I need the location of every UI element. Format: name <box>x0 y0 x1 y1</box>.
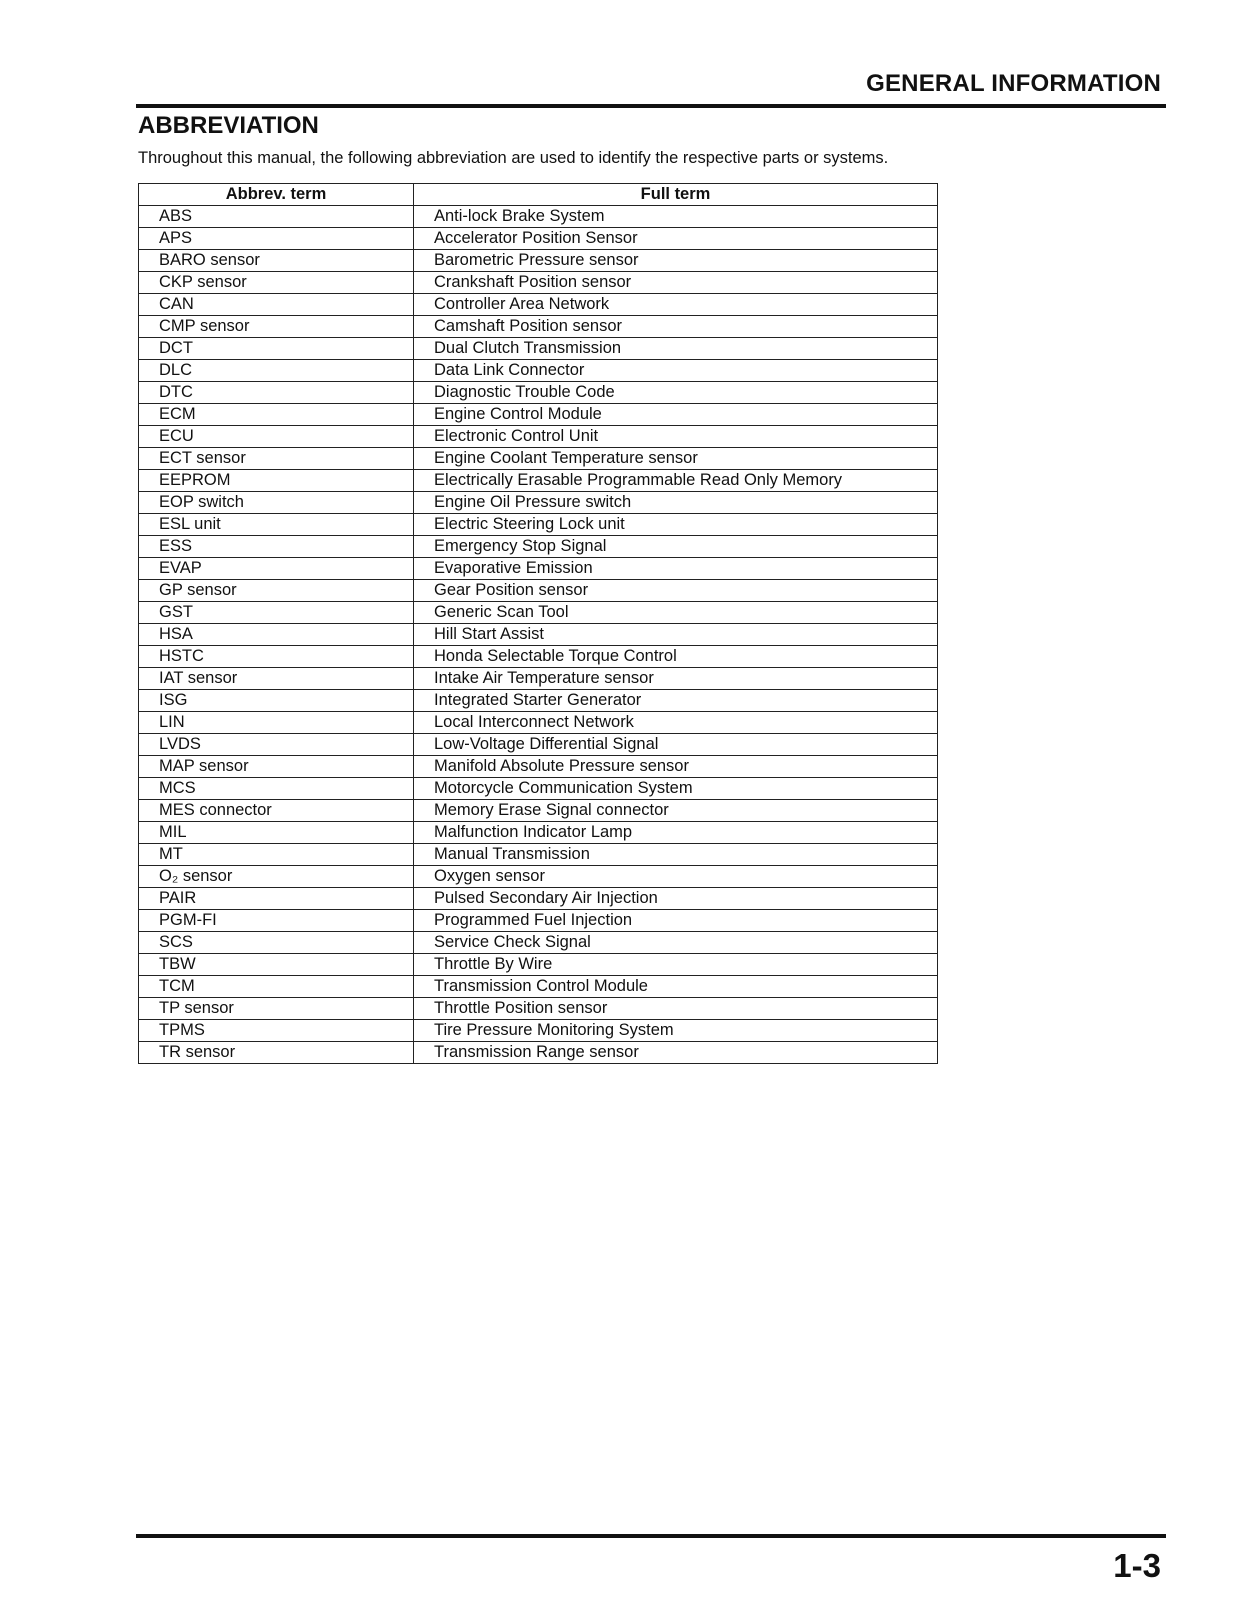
table-row <box>139 646 938 668</box>
table-row <box>139 536 938 558</box>
full-term-cell: Tire Pressure Monitoring System <box>414 1020 938 1042</box>
abbrev-cell: APS <box>139 228 414 250</box>
table-row <box>139 250 938 272</box>
table-row <box>139 338 938 360</box>
abbrev-cell: ECU <box>139 426 414 448</box>
abbrev-cell: ISG <box>139 690 414 712</box>
table-row <box>139 272 938 294</box>
abbrev-cell: CMP sensor <box>139 316 414 338</box>
abbrev-cell: MIL <box>139 822 414 844</box>
full-term-cell: Manual Transmission <box>414 844 938 866</box>
table-row <box>139 888 938 910</box>
table-row <box>139 800 938 822</box>
column-header-abbrev: Abbrev. term <box>139 184 414 206</box>
table-row <box>139 316 938 338</box>
abbrev-cell: EEPROM <box>139 470 414 492</box>
full-term-cell: Engine Oil Pressure switch <box>414 492 938 514</box>
full-term-cell: Motorcycle Communication System <box>414 778 938 800</box>
abbrev-cell: PAIR <box>139 888 414 910</box>
table-row <box>139 206 938 228</box>
full-term-cell: Service Check Signal <box>414 932 938 954</box>
full-term-cell: Camshaft Position sensor <box>414 316 938 338</box>
abbrev-cell: BARO sensor <box>139 250 414 272</box>
table-row <box>139 954 938 976</box>
full-term-cell: Throttle Position sensor <box>414 998 938 1020</box>
abbrev-cell: ESS <box>139 536 414 558</box>
table-row <box>139 470 938 492</box>
footer-divider <box>136 1534 1166 1538</box>
table-row <box>139 932 938 954</box>
table-row <box>139 404 938 426</box>
full-term-cell: Integrated Starter Generator <box>414 690 938 712</box>
full-term-cell: Controller Area Network <box>414 294 938 316</box>
abbrev-cell: HSTC <box>139 646 414 668</box>
full-term-cell: Transmission Range sensor <box>414 1042 938 1064</box>
full-term-cell: Data Link Connector <box>414 360 938 382</box>
abbrev-cell: EOP switch <box>139 492 414 514</box>
abbrev-cell: HSA <box>139 624 414 646</box>
chapter-title: GENERAL INFORMATION <box>866 70 1161 97</box>
table-row <box>139 624 938 646</box>
table-row <box>139 294 938 316</box>
abbrev-cell: GP sensor <box>139 580 414 602</box>
full-term-cell: Hill Start Assist <box>414 624 938 646</box>
table-row <box>139 668 938 690</box>
full-term-cell: Dual Clutch Transmission <box>414 338 938 360</box>
full-term-cell: Intake Air Temperature sensor <box>414 668 938 690</box>
table-row <box>139 514 938 536</box>
table-row <box>139 580 938 602</box>
abbrev-cell: TCM <box>139 976 414 998</box>
full-term-cell: Local Interconnect Network <box>414 712 938 734</box>
full-term-cell: Pulsed Secondary Air Injection <box>414 888 938 910</box>
abbrev-cell: ECM <box>139 404 414 426</box>
full-term-cell: Emergency Stop Signal <box>414 536 938 558</box>
full-term-cell: Engine Control Module <box>414 404 938 426</box>
table-row <box>139 1020 938 1042</box>
full-term-cell: Engine Coolant Temperature sensor <box>414 448 938 470</box>
column-header-full-term: Full term <box>414 184 938 206</box>
full-term-cell: Honda Selectable Torque Control <box>414 646 938 668</box>
full-term-cell: Memory Erase Signal connector <box>414 800 938 822</box>
table-row <box>139 712 938 734</box>
table-row <box>139 1042 938 1064</box>
table-row <box>139 558 938 580</box>
abbrev-cell: TPMS <box>139 1020 414 1042</box>
table-row <box>139 734 938 756</box>
section-title: ABBREVIATION <box>138 112 319 139</box>
abbrev-cell: MCS <box>139 778 414 800</box>
full-term-cell: Accelerator Position Sensor <box>414 228 938 250</box>
abbrev-cell: MT <box>139 844 414 866</box>
table-row <box>139 778 938 800</box>
abbrev-cell: ECT sensor <box>139 448 414 470</box>
abbrev-cell: LVDS <box>139 734 414 756</box>
table-header-row <box>139 184 938 206</box>
full-term-cell: Oxygen sensor <box>414 866 938 888</box>
table-row <box>139 426 938 448</box>
page-number: 1-3 <box>1113 1547 1161 1584</box>
full-term-cell: Throttle By Wire <box>414 954 938 976</box>
table-row <box>139 228 938 250</box>
intro-text: Throughout this manual, the following abbreviation are used to identify the respective parts or systems. <box>138 149 889 167</box>
full-term-cell: Evaporative Emission <box>414 558 938 580</box>
abbrev-cell: PGM-FI <box>139 910 414 932</box>
abbrev-cell: EVAP <box>139 558 414 580</box>
abbrev-cell: TR sensor <box>139 1042 414 1064</box>
table-row <box>139 360 938 382</box>
table-row <box>139 690 938 712</box>
full-term-cell: Gear Position sensor <box>414 580 938 602</box>
table-row <box>139 448 938 470</box>
table-body <box>139 206 938 1064</box>
abbrev-cell: O₂ sensor <box>139 866 414 888</box>
abbrev-cell: TBW <box>139 954 414 976</box>
abbreviation-table <box>138 183 938 1064</box>
abbrev-cell: IAT sensor <box>139 668 414 690</box>
table-row <box>139 866 938 888</box>
table-row <box>139 602 938 624</box>
full-term-cell: Crankshaft Position sensor <box>414 272 938 294</box>
full-term-cell: Generic Scan Tool <box>414 602 938 624</box>
abbrev-cell: MAP sensor <box>139 756 414 778</box>
header-divider <box>136 104 1166 108</box>
abbrev-cell: CAN <box>139 294 414 316</box>
abbrev-cell: TP sensor <box>139 998 414 1020</box>
abbrev-cell: DLC <box>139 360 414 382</box>
abbrev-cell: SCS <box>139 932 414 954</box>
abbrev-cell: ABS <box>139 206 414 228</box>
table-row <box>139 844 938 866</box>
full-term-cell: Transmission Control Module <box>414 976 938 998</box>
table-row <box>139 822 938 844</box>
full-term-cell: Low-Voltage Differential Signal <box>414 734 938 756</box>
abbrev-cell: DCT <box>139 338 414 360</box>
abbrev-cell: LIN <box>139 712 414 734</box>
abbrev-cell: ESL unit <box>139 514 414 536</box>
table-row <box>139 382 938 404</box>
abbrev-cell: CKP sensor <box>139 272 414 294</box>
table-row <box>139 976 938 998</box>
full-term-cell: Programmed Fuel Injection <box>414 910 938 932</box>
full-term-cell: Diagnostic Trouble Code <box>414 382 938 404</box>
table-row <box>139 910 938 932</box>
full-term-cell: Manifold Absolute Pressure sensor <box>414 756 938 778</box>
full-term-cell: Electrically Erasable Programmable Read Only Memory <box>414 470 938 492</box>
full-term-cell: Electronic Control Unit <box>414 426 938 448</box>
abbrev-cell: MES connector <box>139 800 414 822</box>
abbrev-cell: DTC <box>139 382 414 404</box>
full-term-cell: Barometric Pressure sensor <box>414 250 938 272</box>
full-term-cell: Malfunction Indicator Lamp <box>414 822 938 844</box>
table-row <box>139 756 938 778</box>
abbrev-cell: GST <box>139 602 414 624</box>
full-term-cell: Electric Steering Lock unit <box>414 514 938 536</box>
full-term-cell: Anti-lock Brake System <box>414 206 938 228</box>
table-row <box>139 492 938 514</box>
table-row <box>139 998 938 1020</box>
